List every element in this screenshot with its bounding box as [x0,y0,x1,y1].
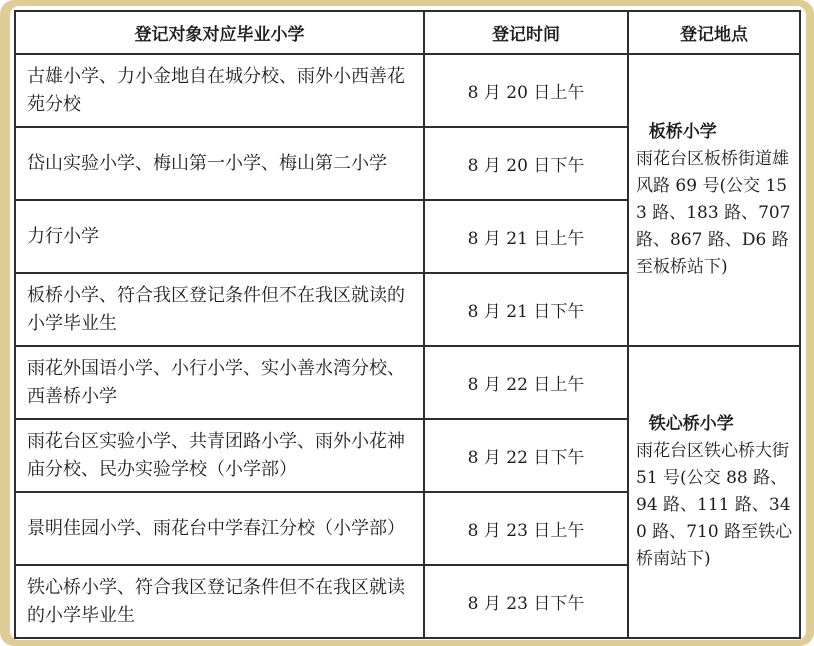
location-name: 铁心桥小学 [648,414,734,434]
time-cell: 8 月 21 日下午 [424,273,628,346]
schools-cell: 板桥小学、符合我区登记条件但不在我区就读的小学毕业生 [15,273,424,346]
time-cell: 8 月 20 日上午 [424,54,628,127]
header-row [15,11,800,54]
header-schools: 登记对象对应毕业小学 [15,11,424,54]
schools-cell: 雨花台区实验小学、共青团路小学、雨外小花神庙分校、民办实验学校（小学部） [15,419,424,492]
location-name: 板桥小学 [648,122,717,142]
schools-cell: 景明佳园小学、雨花台中学春江分校（小学部） [15,492,424,565]
registration-table [14,10,801,639]
location-cell-banqiao [628,54,800,346]
time-cell: 8 月 23 日下午 [424,565,628,638]
schools-cell: 古雄小学、力小金地自在城分校、雨外小西善花苑分校 [15,54,424,127]
header-location: 登记地点 [628,11,800,54]
table-row [15,54,800,127]
time-cell: 8 月 22 日上午 [424,346,628,419]
time-cell: 8 月 23 日上午 [424,492,628,565]
location-cell-tiexinqiao [628,346,800,638]
header-time: 登记时间 [424,11,628,54]
schools-cell: 雨花外国语小学、小行小学、实小善水湾分校、西善桥小学 [15,346,424,419]
schools-cell: 铁心桥小学、符合我区登记条件但不在我区就读的小学毕业生 [15,565,424,638]
time-cell: 8 月 22 日下午 [424,419,628,492]
location-address: 雨花台区铁心桥大街 51 号(公交 88 路、94 路、111 路、340 路、710 路至铁心桥南站下) [636,441,793,569]
schools-cell: 岱山实验小学、梅山第一小学、梅山第二小学 [15,127,424,200]
time-cell: 8 月 21 日上午 [424,200,628,273]
page-background [10,6,806,640]
table-row [15,346,800,419]
schools-cell: 力行小学 [15,200,424,273]
time-cell: 8 月 20 日下午 [424,127,628,200]
location-address: 雨花台区板桥街道雄风路 69 号(公交 153 路、183 路、707 路、867 路、D6 路至板桥站下) [636,149,791,277]
